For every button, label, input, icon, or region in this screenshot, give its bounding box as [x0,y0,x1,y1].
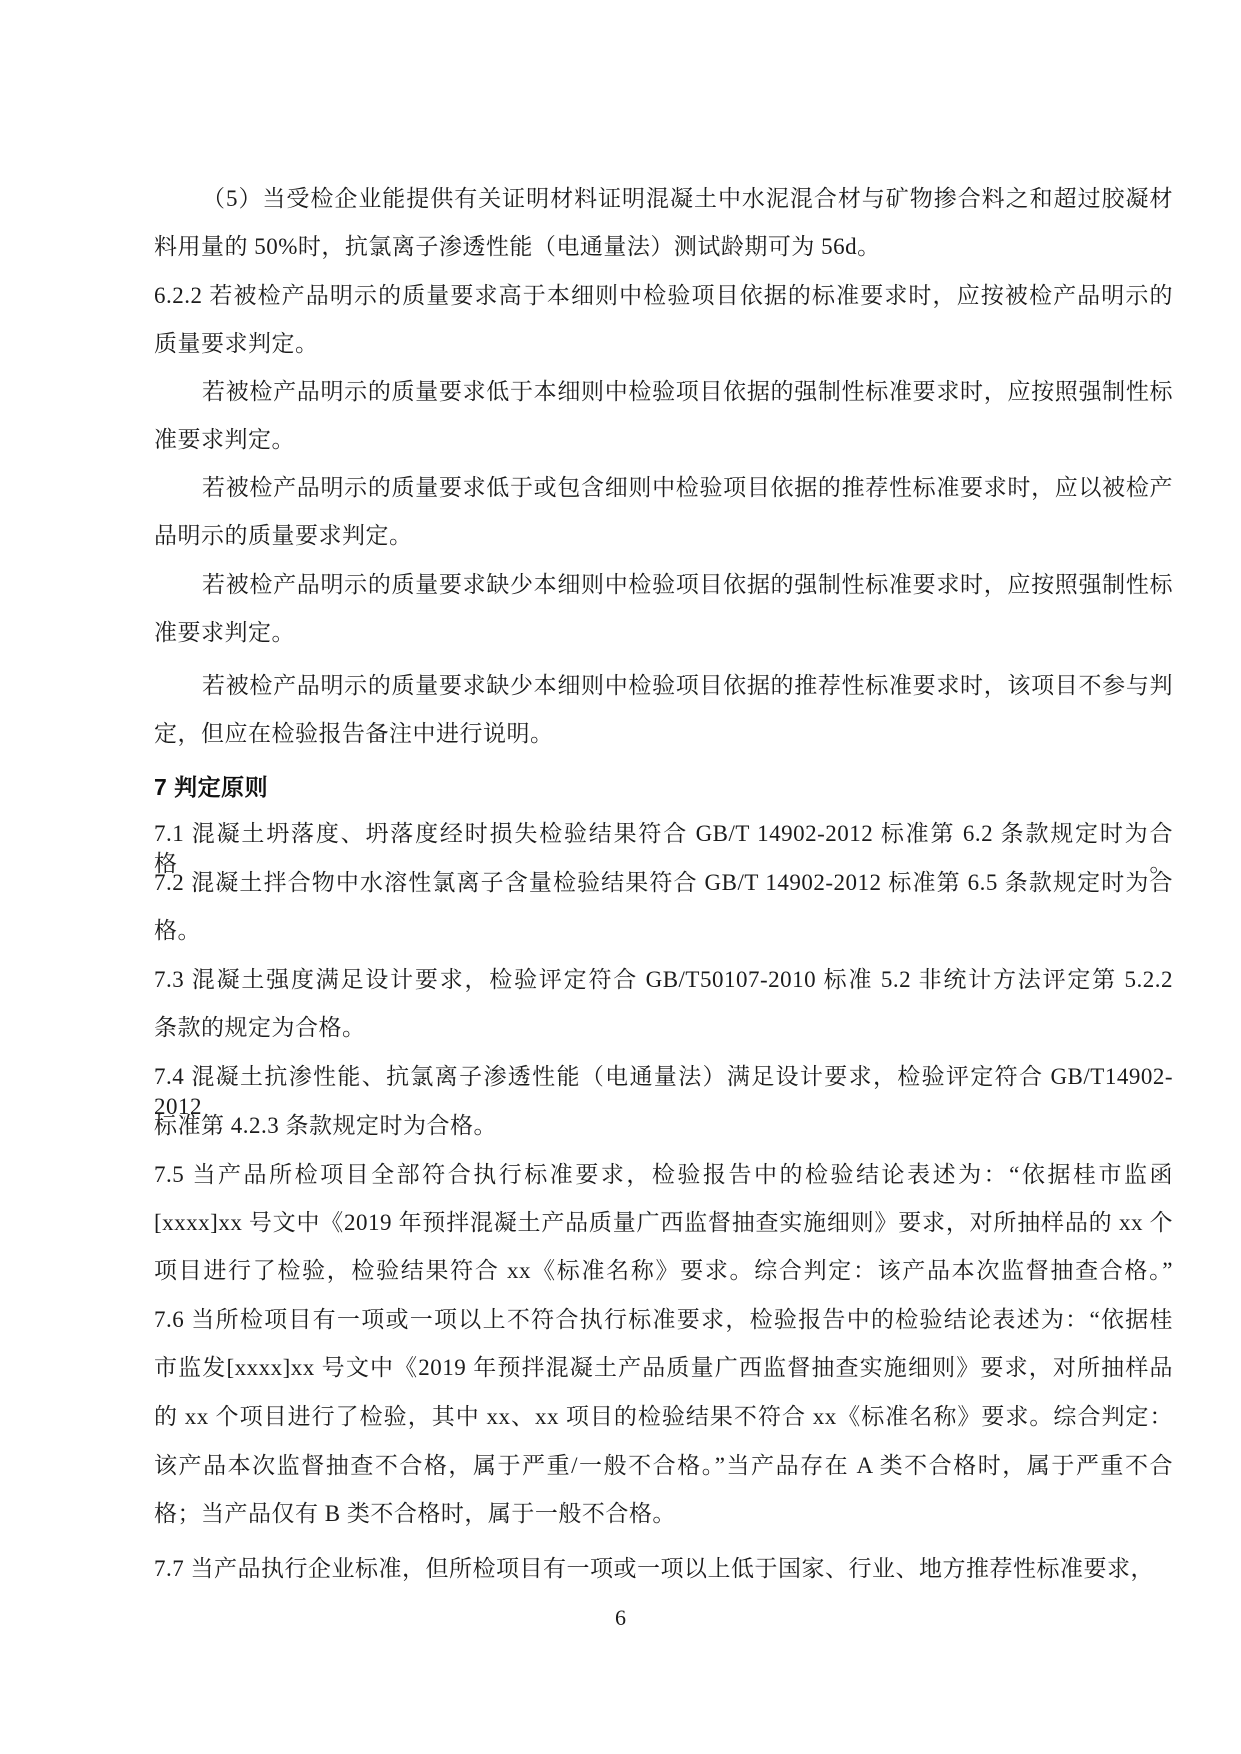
page-number: 6 [615,1605,626,1630]
text-line: 7.6 当所检项目有一项或一项以上不符合执行标准要求，检验报告中的检验结论表述为：“依据桂 [154,1307,1173,1332]
text-line: 7.4 混凝土抗渗性能、抗氯离子渗透性能（电通量法）满足设计要求，检验评定符合 GB/T14902-2012 [154,1064,1173,1119]
text-line: 准要求判定。 [154,427,295,452]
text-line: 若被检产品明示的质量要求低于或包含细则中检验项目依据的推荐性标准要求时，应以被检产 [202,475,1173,500]
text-line: 的 xx 个项目进行了检验，其中 xx、xx 项目的检验结果不符合 xx《标准名称》要求。综合判定： [154,1404,1173,1429]
text-line: 品明示的质量要求判定。 [154,523,413,548]
text-line: 定，但应在检验报告备注中进行说明。 [154,721,554,746]
text-line: 7.3 混凝土强度满足设计要求，检验评定符合 GB/T50107-2010 标准 5.2 非统计方法评定第 5.2.2 [154,967,1173,992]
text-line: 7.5 当产品所检项目全部符合执行标准要求，检验报告中的检验结论表述为：“依据桂市监函 [154,1162,1173,1187]
text-line: 7.1 混凝土坍落度、坍落度经时损失检验结果符合 GB/T 14902-2012 标准第 6.2 条款规定时为合格。 [154,821,1173,876]
text-line: （5）当受检企业能提供有关证明材料证明混凝土中水泥混合材与矿物掺合料之和超过胶凝材 [202,186,1173,211]
text-line: [xxxx]xx 号文中《2019 年预拌混凝土产品质量广西监督抽查实施细则》要求，对所抽样品的 xx 个 [154,1210,1173,1235]
text-line: 6.2.2 若被检产品明示的质量要求高于本细则中检验项目依据的标准要求时，应按被检产品明示的 [154,283,1173,308]
text-line: 料用量的 50%时，抗氯离子渗透性能（电通量法）测试龄期可为 56d。 [154,234,881,259]
text-line: 若被检产品明示的质量要求缺少本细则中检验项目依据的推荐性标准要求时，该项目不参与判 [202,673,1173,698]
text-line: 若被检产品明示的质量要求低于本细则中检验项目依据的强制性标准要求时，应按照强制性标 [202,379,1173,404]
text-line: 质量要求判定。 [154,331,319,356]
section-heading: 7 判定原则 [154,774,269,800]
text-line: 若被检产品明示的质量要求缺少本细则中检验项目依据的强制性标准要求时，应按照强制性标 [202,572,1173,597]
text-line: 该产品本次监督抽查不合格，属于严重/一般不合格。”当产品存在 A 类不合格时，属于严重不合 [154,1453,1173,1478]
text-line: 格；当产品仅有 B 类不合格时，属于一般不合格。 [154,1501,676,1526]
text-line: 7.7 当产品执行企业标准，但所检项目有一项或一项以上低于国家、行业、地方推荐性标准要求， [154,1556,1154,1581]
text-line: 标准第 4.2.3 条款规定时为合格。 [154,1113,497,1138]
text-line: 准要求判定。 [154,620,295,645]
text-line: 市监发[xxxx]xx 号文中《2019 年预拌混凝土产品质量广西监督抽查实施细则》要求，对所抽样品 [154,1355,1173,1380]
text-line: 7.2 混凝土拌合物中水溶性氯离子含量检验结果符合 GB/T 14902-2012 标准第 6.5 条款规定时为合 [154,870,1173,895]
text-line: 条款的规定为合格。 [154,1015,366,1040]
text-line: 项目进行了检验，检验结果符合 xx《标准名称》要求。综合判定：该产品本次监督抽查合格。” [154,1258,1173,1283]
text-line: 格。 [154,918,201,943]
